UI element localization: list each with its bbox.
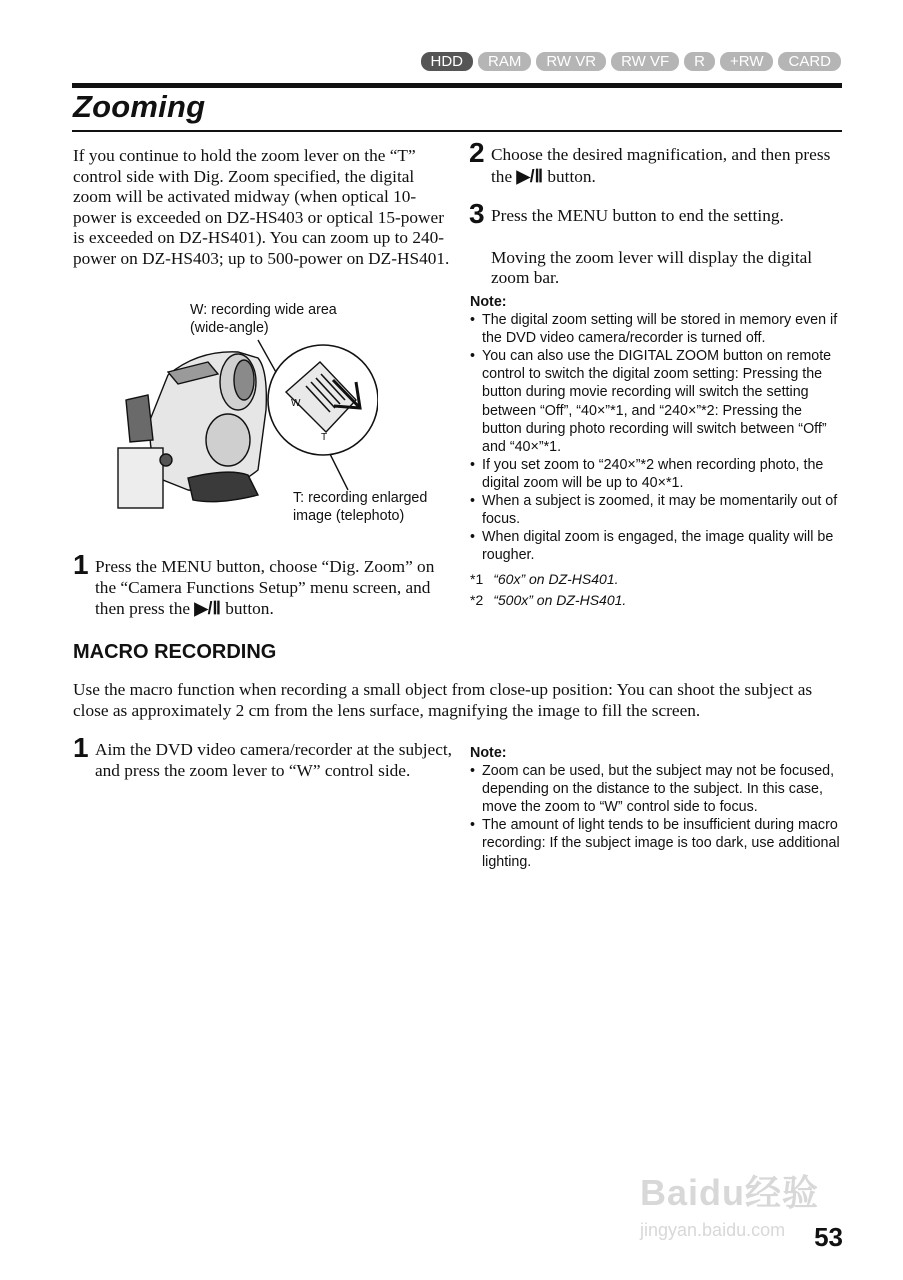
footnote-mark: *2 — [470, 592, 484, 608]
step-number: 3 — [469, 198, 485, 229]
step-text-extra: Moving the zoom lever will display the digital zoom bar. — [491, 247, 813, 287]
tab-plus-rw: +RW — [720, 52, 773, 71]
camera-illustration — [108, 300, 378, 515]
zoom-intro: If you continue to hold the zoom lever on the “T” control side with Dig. Zoom specified, the digital zoom will be activated midway (when optical 10-power is exceeded on DZ-HS403 or optical 15-power is exceeded on DZ-HS401). You can zoom up to 240-power on DZ-HS403; up to 500-power on DZ-HS401. — [73, 146, 450, 268]
lever-label-t: T — [321, 432, 328, 443]
caption-tele-line2: image (telephoto) — [293, 507, 405, 524]
step-text — [95, 551, 453, 620]
macro-step-1 — [73, 734, 453, 781]
macro-intro: Use the macro function when recording a small object from close-up position: You can shoot the subject as close as approximately 2 cm from the lens surface, magnifying the image to fill the screen. — [73, 680, 813, 720]
note-item: • When a subject is zoomed, it may be momentarily out of focus. — [470, 492, 842, 528]
note-item: • When digital zoom is engaged, the image quality will be rougher. — [470, 528, 842, 564]
watermark-logo: Baidu经验 — [640, 1172, 820, 1213]
tab-r: R — [684, 52, 715, 71]
note-list — [470, 762, 842, 871]
tab-rw-vr: RW VR — [536, 52, 606, 71]
note-item: • If you set zoom to “240×”*2 when recording photo, the digital zoom will be up to 40×*1. — [470, 456, 842, 492]
footnote-2 — [470, 590, 626, 611]
tab-rw-vf: RW VF — [611, 52, 679, 71]
play-pause-icon: ▶/Ⅱ — [516, 165, 544, 186]
zoom-step-3 — [469, 200, 841, 289]
step-text — [491, 139, 841, 187]
step-text — [491, 200, 841, 289]
tab-hdd: HDD — [421, 52, 474, 71]
lcd-panel — [118, 448, 163, 508]
zoom-step-2 — [469, 139, 841, 187]
title-rule — [72, 130, 842, 132]
caption-tele-line1: T: recording enlarged — [293, 490, 428, 506]
footnote-text: “60x” on DZ-HS401. — [493, 571, 619, 587]
hand-strap — [188, 472, 258, 502]
zoom-note — [470, 293, 842, 564]
step-number: 2 — [469, 137, 485, 168]
page-title: Zooming — [73, 89, 206, 124]
header-rule — [72, 83, 842, 88]
watermark-url: jingyan.baidu.com — [640, 1220, 786, 1240]
step-number: 1 — [73, 549, 89, 580]
step-text-a: Press the MENU button, choose “Dig. Zoom” on the “Camera Functions Setup” menu screen, and then press the — [95, 557, 435, 618]
step-text-b: button. — [220, 599, 274, 618]
footnote-mark: *1 — [470, 571, 484, 587]
step-text-a: Choose the desired magnification, and then press the — [491, 145, 831, 186]
mode-dial — [160, 454, 172, 466]
watermark — [640, 1165, 819, 1241]
note-title: Note: — [470, 745, 507, 761]
page-number: 53 — [814, 1222, 843, 1252]
media-tabs — [421, 52, 841, 71]
caption-wide-line1: W: recording wide area — [190, 302, 337, 318]
step-text-b: button. — [543, 166, 596, 186]
step-number: 1 — [73, 732, 89, 763]
tab-ram: RAM — [478, 52, 531, 71]
lens-glass — [234, 360, 254, 400]
zoom-step-1 — [73, 551, 453, 620]
footnote-text: “500x” on DZ-HS401. — [493, 592, 627, 608]
section-heading-macro: MACRO RECORDING — [73, 641, 277, 663]
footnote-1 — [470, 569, 619, 590]
lever-label-w: W — [291, 398, 301, 409]
note-item: • Zoom can be used, but the subject may not be focused, depending on the distance to the subject. In this case, move the zoom to “W” control side to focus. — [470, 762, 842, 816]
caption-wide-line2: (wide-angle) — [190, 319, 269, 336]
note-item: • You can also use the DIGITAL ZOOM button on remote control to switch the digital zoom setting: Pressing the button during movie recording will switch the setting between “Off”, “40×”*1, and “240×”*2: Pressing the button during photo recording will switch between “Off” and “40×”*1. — [470, 347, 842, 456]
tab-card: CARD — [778, 52, 841, 71]
step-text-a: Press the MENU button to end the setting. — [491, 206, 784, 225]
side-grip — [206, 414, 250, 466]
play-pause-icon: ▶/Ⅱ — [194, 598, 221, 618]
note-item: • The amount of light tends to be insufficient during macro recording: If the subject image is too dark, use additional lighting. — [470, 816, 842, 870]
viewfinder — [126, 395, 153, 442]
step-text: Aim the DVD video camera/recorder at the subject, and press the zoom lever to “W” control side. — [95, 740, 452, 780]
note-title: Note: — [470, 294, 507, 310]
note-list — [470, 311, 842, 564]
note-item: • The digital zoom setting will be stored in memory even if the DVD video camera/recorder is turned off. — [470, 311, 842, 347]
macro-note — [470, 744, 842, 871]
